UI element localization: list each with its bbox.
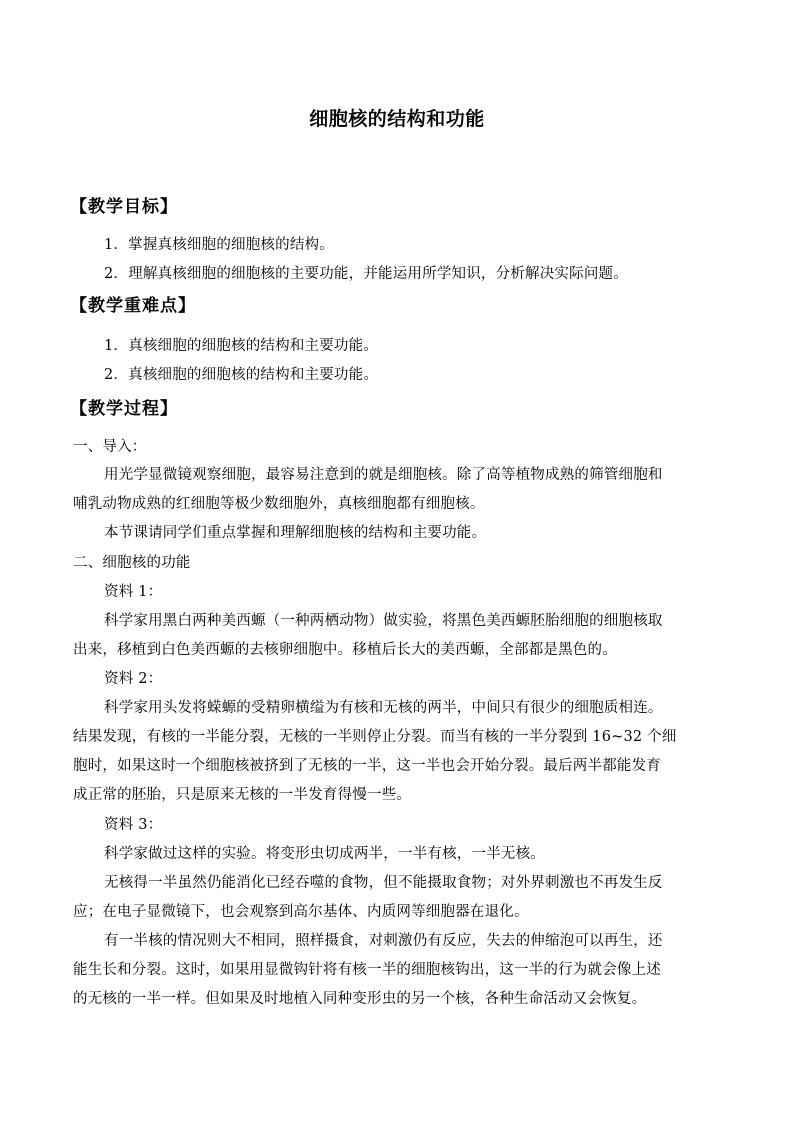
paragraph-line: 有一半核的情况则大不相同，照样摄食，对刺激仍有反应，失去的伸缩泡可以再生，还 — [104, 933, 663, 949]
paragraph-line: 科学家用头发将蝾螈的受精卵横缢为有核和无核的两半，中间只有很少的细胞质相连。 — [104, 700, 663, 716]
paragraph-line: 出来，移植到白色美西螈的去核卵细胞中。移植后长大的美西螈，全部都是黑色的。 — [73, 642, 617, 658]
paragraph-line: 哺乳动物成熟的红细胞等极少数细胞外，真核细胞都有细胞核。 — [73, 496, 485, 512]
paragraph-line: 胞时，如果这时一个细胞核被挤到了无核的一半，这一半也会开始分裂。最后两半都能发育 — [73, 758, 661, 774]
paragraph-line: 成正常的胚胎，只是原来无核的一半发育得慢一些。 — [73, 787, 412, 803]
document-title: 细胞核的结构和功能 — [309, 108, 485, 130]
objective-item-1: 1．掌握真核细胞的细胞核的结构。 — [104, 237, 334, 253]
key-point-item-2: 2．真核细胞的细胞核的结构和主要功能。 — [104, 367, 379, 383]
material-label-1: 资料 1： — [104, 584, 163, 600]
paragraph-line: 能生长和分裂。这时，如果用显微钩针将有核一半的细胞核钩出，这一半的行为就会像上述 — [73, 962, 661, 978]
heading-objectives: 【教学目标】 — [70, 197, 178, 217]
paragraph-line: 结果发现，有核的一半能分裂，无核的一半则停止分裂。而当有核的一半分裂到 16~32 个细 — [73, 729, 677, 745]
material-label-3: 资料 3： — [104, 817, 163, 833]
paragraph-line: 应；在电子显微镜下，也会观察到高尔基体、内质网等细胞器在退化。 — [73, 904, 529, 920]
paragraph-line: 无核得一半虽然仍能消化已经吞噬的食物，但不能摄取食物；对外界刺激也不再发生反 — [104, 875, 663, 891]
paragraph-line: 科学家做过这样的实验。将变形虫切成两半，一半有核，一半无核。 — [104, 846, 545, 862]
material-label-2: 资料 2： — [104, 671, 163, 687]
key-point-item-1: 1．真核细胞的细胞核的结构和主要功能。 — [104, 338, 379, 354]
section-intro-label: 一、导入： — [73, 439, 147, 455]
paragraph-line: 科学家用黑白两种美西螈（一种两栖动物）做实验，将黑色美西螈胚胎细胞的细胞核取 — [104, 613, 663, 629]
section-function-label: 二、细胞核的功能 — [73, 555, 191, 571]
heading-process: 【教学过程】 — [70, 399, 178, 419]
paragraph-line: 本节课请同学们重点掌握和理解细胞核的结构和主要功能。 — [104, 525, 487, 541]
objective-item-2: 2．理解真核细胞的细胞核的主要功能，并能运用所学知识，分析解决实际问题。 — [104, 266, 628, 282]
heading-key-points: 【教学重难点】 — [70, 296, 196, 316]
paragraph-line: 的无核的一半一样。但如果及时地植入同种变形虫的另一个核，各种生命活动又会恢复。 — [73, 991, 647, 1007]
paragraph-line: 用光学显微镜观察细胞，最容易注意到的就是细胞核。除了高等植物成熟的筛管细胞和 — [104, 467, 663, 483]
